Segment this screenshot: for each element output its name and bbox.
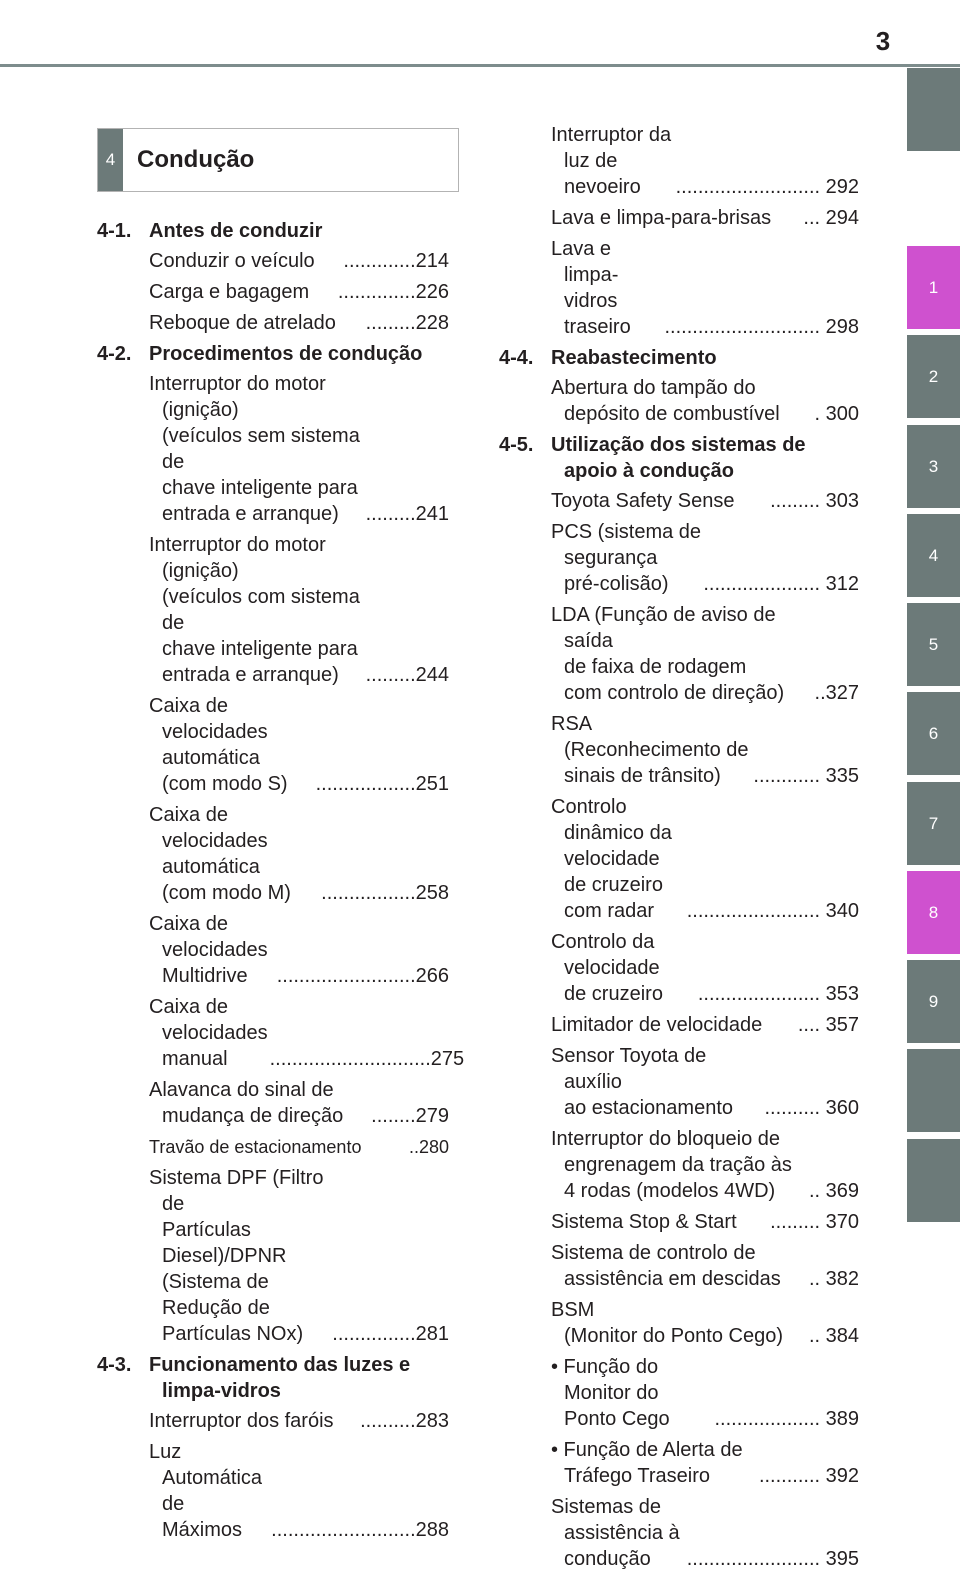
chapter-tab[interactable]: 1 <box>907 246 960 329</box>
toc-entry[interactable] <box>551 1012 859 1038</box>
toc-entry-page: .........244 <box>365 664 449 686</box>
toc-entry-page: ........279 <box>371 1105 449 1127</box>
toc-entry-page: ..................251 <box>315 773 449 795</box>
toc-entry-page: ...................... 353 <box>697 983 859 1005</box>
toc-entry-title: Conduzir o veículo <box>149 250 315 272</box>
toc-entry[interactable] <box>551 205 859 231</box>
toc-entry[interactable] <box>551 236 859 340</box>
toc-entry[interactable] <box>149 911 449 989</box>
page-number: 3 <box>875 26 891 56</box>
toc-entry-page: ........................ 395 <box>686 1548 859 1570</box>
toc-entry[interactable] <box>149 310 449 336</box>
toc-entry[interactable] <box>551 794 859 924</box>
toc-entry-page: .. 382 <box>808 1268 859 1290</box>
toc-section-number: 4-2. <box>97 343 132 365</box>
toc-entry-title: Caixa de velocidades manual <box>149 996 268 1070</box>
toc-section-title: Utilização dos sistemas de apoio à condução <box>551 434 806 482</box>
toc-entry[interactable] <box>551 122 859 200</box>
toc-section-heading[interactable] <box>499 345 859 371</box>
toc-entry[interactable] <box>551 929 859 1007</box>
toc-entry-page: .......................... 292 <box>675 176 859 198</box>
toc-entry-title: Interruptor da luz de nevoeiro <box>551 124 672 198</box>
toc-entry-page: .............214 <box>343 250 449 272</box>
chapter-tab[interactable] <box>907 1139 960 1222</box>
toc-entry-page: ...............281 <box>332 1323 449 1345</box>
toc-section-heading[interactable] <box>97 218 449 244</box>
chapter-tab[interactable]: 2 <box>907 335 960 418</box>
toc-entry-page: ..........283 <box>360 1410 449 1432</box>
toc-entry-title: Lava e limpa-vidros traseiro <box>551 238 631 338</box>
toc-entry-page: ..........................288 <box>271 1519 449 1541</box>
toc-entry-title: BSM (Monitor do Ponto Cego) <box>551 1299 784 1347</box>
toc-entry-page: ................... 389 <box>714 1408 859 1430</box>
toc-section-title: Reabastecimento <box>551 347 717 369</box>
toc-entry-title: RSA (Reconhecimento de sinais de trânsito) <box>551 713 749 787</box>
toc-entry-page: .............................275 <box>269 1048 465 1070</box>
chapter-tab[interactable]: 7 <box>907 782 960 865</box>
toc-entry-title: Interruptor do motor (ignição) (veículos sem sistema de chave inteligente para entrada e arranque) <box>149 373 360 525</box>
chapter-tab[interactable]: 9 <box>907 960 960 1043</box>
top-rule <box>0 64 960 67</box>
toc-section-title: Antes de conduzir <box>149 220 323 242</box>
toc-entry-page: ... 294 <box>803 207 859 229</box>
toc-entry-title: Reboque de atrelado <box>149 312 336 334</box>
toc-entry-title: Alavanca do sinal de mudança de direção <box>149 1079 344 1127</box>
toc-entry-title: Sistemas de assistência à condução <box>551 1496 680 1570</box>
toc-entry-page: ......... 303 <box>770 490 859 512</box>
chapter-tab[interactable]: 5 <box>907 603 960 686</box>
toc-entry[interactable] <box>149 1439 449 1543</box>
toc-entry-title: Carga e bagagem <box>149 281 310 303</box>
toc-entry[interactable] <box>149 371 449 527</box>
toc-entry[interactable] <box>551 711 859 789</box>
toc-entry-page: ..................... 312 <box>703 573 859 595</box>
toc-entry-page: ........................ 340 <box>686 900 859 922</box>
toc-entry-page: ..............226 <box>337 281 449 303</box>
toc-entry-title: • Função de Alerta de Tráfego Traseiro <box>551 1439 743 1487</box>
toc-entry-title: Caixa de velocidades automática (com modo M) <box>149 804 291 904</box>
toc-entry-page: .. 369 <box>808 1180 859 1202</box>
toc-entry-title: Interruptor dos faróis <box>149 1410 334 1432</box>
toc-entry-title: PCS (sistema de segurança pré-colisão) <box>551 521 702 595</box>
toc-entry[interactable] <box>551 1126 859 1204</box>
toc-entry[interactable] <box>551 1297 859 1349</box>
toc-entry-title: Travão de estacionamento <box>149 1137 362 1157</box>
chapter-tab[interactable]: 8 <box>907 871 960 954</box>
toc-entry[interactable] <box>551 1494 859 1572</box>
toc-entry-page: ......... 370 <box>770 1211 859 1233</box>
toc-entry-title: LDA (Função de aviso de saída de faixa de rodagem com controlo de direção) <box>551 604 785 704</box>
chapter-title: Condução <box>137 146 255 173</box>
toc-entry-page: ..280 <box>408 1137 449 1157</box>
toc-entry-page: . 300 <box>814 403 859 425</box>
toc-entry-title: Limitador de velocidade <box>551 1014 763 1036</box>
toc-entry-title: • Função do Monitor do Ponto Cego <box>551 1356 670 1430</box>
toc-section-number: 4-1. <box>97 220 132 242</box>
toc-left-column <box>97 218 465 1548</box>
chapter-number: 4 <box>98 129 123 191</box>
chapter-tab[interactable]: 6 <box>907 692 960 775</box>
toc-entry-title: Lava e limpa-para-brisas <box>551 207 772 229</box>
toc-entry[interactable] <box>149 1408 449 1434</box>
toc-entry-page: .................258 <box>321 882 449 904</box>
toc-entry[interactable] <box>149 248 449 274</box>
toc-entry[interactable] <box>551 375 859 427</box>
toc-entry[interactable] <box>149 693 449 797</box>
toc-entry[interactable] <box>551 1354 859 1432</box>
toc-entry-title: Abertura do tampão do depósito de combustível <box>551 377 780 425</box>
toc-entry-title: Sistema de controlo de assistência em descidas <box>551 1242 781 1290</box>
toc-entry-page: .........228 <box>365 312 449 334</box>
toc-section-title: Procedimentos de condução <box>149 343 423 365</box>
toc-entry-title: Toyota Safety Sense <box>551 490 735 512</box>
toc-entry[interactable] <box>551 1209 859 1235</box>
toc-entry[interactable] <box>551 1437 859 1489</box>
toc-entry-page: .......... 360 <box>764 1097 859 1119</box>
toc-section-number: 4-5. <box>499 434 534 456</box>
toc-right-column <box>499 122 859 1577</box>
toc-entry-page: ........... 392 <box>758 1465 859 1487</box>
toc-entry-title: Controlo dinâmico da velocidade de cruzeiro com radar <box>551 796 672 922</box>
chapter-tab[interactable]: 3 <box>907 425 960 508</box>
toc-entry-title: Interruptor do motor (ignição) (veículos com sistema de chave inteligente para entrada e arranque) <box>149 534 360 686</box>
toc-entry[interactable] <box>551 1043 859 1121</box>
toc-entry-page: ............................ 298 <box>664 316 859 338</box>
toc-section-number: 4-3. <box>97 1354 132 1376</box>
chapter-tab[interactable]: 4 <box>907 514 960 597</box>
toc-entry[interactable] <box>149 802 449 906</box>
toc-entry-page: ............ 335 <box>753 765 859 787</box>
toc-entry-title: Sistema Stop & Start <box>551 1211 737 1233</box>
toc-entry-title: Luz Automática de Máximos <box>149 1441 263 1541</box>
toc-entry-page: .........................266 <box>276 965 449 987</box>
toc-entry-page: .. 384 <box>808 1325 859 1347</box>
toc-section-title: Funcionamento das luzes e limpa-vidros <box>149 1354 411 1402</box>
chapter-tab[interactable] <box>907 1049 960 1132</box>
toc-entry[interactable] <box>149 532 449 688</box>
toc-entry-title: Sistema DPF (Filtro de Partículas Diesel)/DPNR (Sistema de Redução de Partículas NOx) <box>149 1167 324 1345</box>
toc-entry-title: Caixa de velocidades automática (com modo S) <box>149 695 288 795</box>
toc-section-heading[interactable] <box>499 432 859 484</box>
toc-entry-title: Interruptor do bloqueio de engrenagem da tração às 4 rodas (modelos 4WD) <box>551 1128 792 1202</box>
toc-entry-title: Caixa de velocidades Multidrive <box>149 913 268 987</box>
chapter-header <box>97 128 459 192</box>
toc-entry[interactable] <box>149 1134 449 1160</box>
toc-entry[interactable] <box>149 1165 449 1347</box>
toc-entry[interactable] <box>149 1077 449 1129</box>
chapter-tab[interactable] <box>907 68 960 151</box>
toc-entry-page: .........241 <box>365 503 449 525</box>
toc-entry[interactable] <box>149 994 465 1072</box>
toc-entry[interactable] <box>149 279 449 305</box>
toc-entry[interactable] <box>551 602 859 706</box>
toc-entry-page: ..327 <box>814 682 859 704</box>
toc-entry-title: Sensor Toyota de auxílio ao estacionamento <box>551 1045 734 1119</box>
toc-entry[interactable] <box>551 519 859 597</box>
toc-entry[interactable] <box>551 488 859 514</box>
toc-entry-page: .... 357 <box>797 1014 859 1036</box>
toc-entry[interactable] <box>551 1240 859 1292</box>
toc-section-number: 4-4. <box>499 347 534 369</box>
toc-entry-title: Controlo da velocidade de cruzeiro <box>551 931 663 1005</box>
toc-section-heading[interactable] <box>97 341 449 367</box>
